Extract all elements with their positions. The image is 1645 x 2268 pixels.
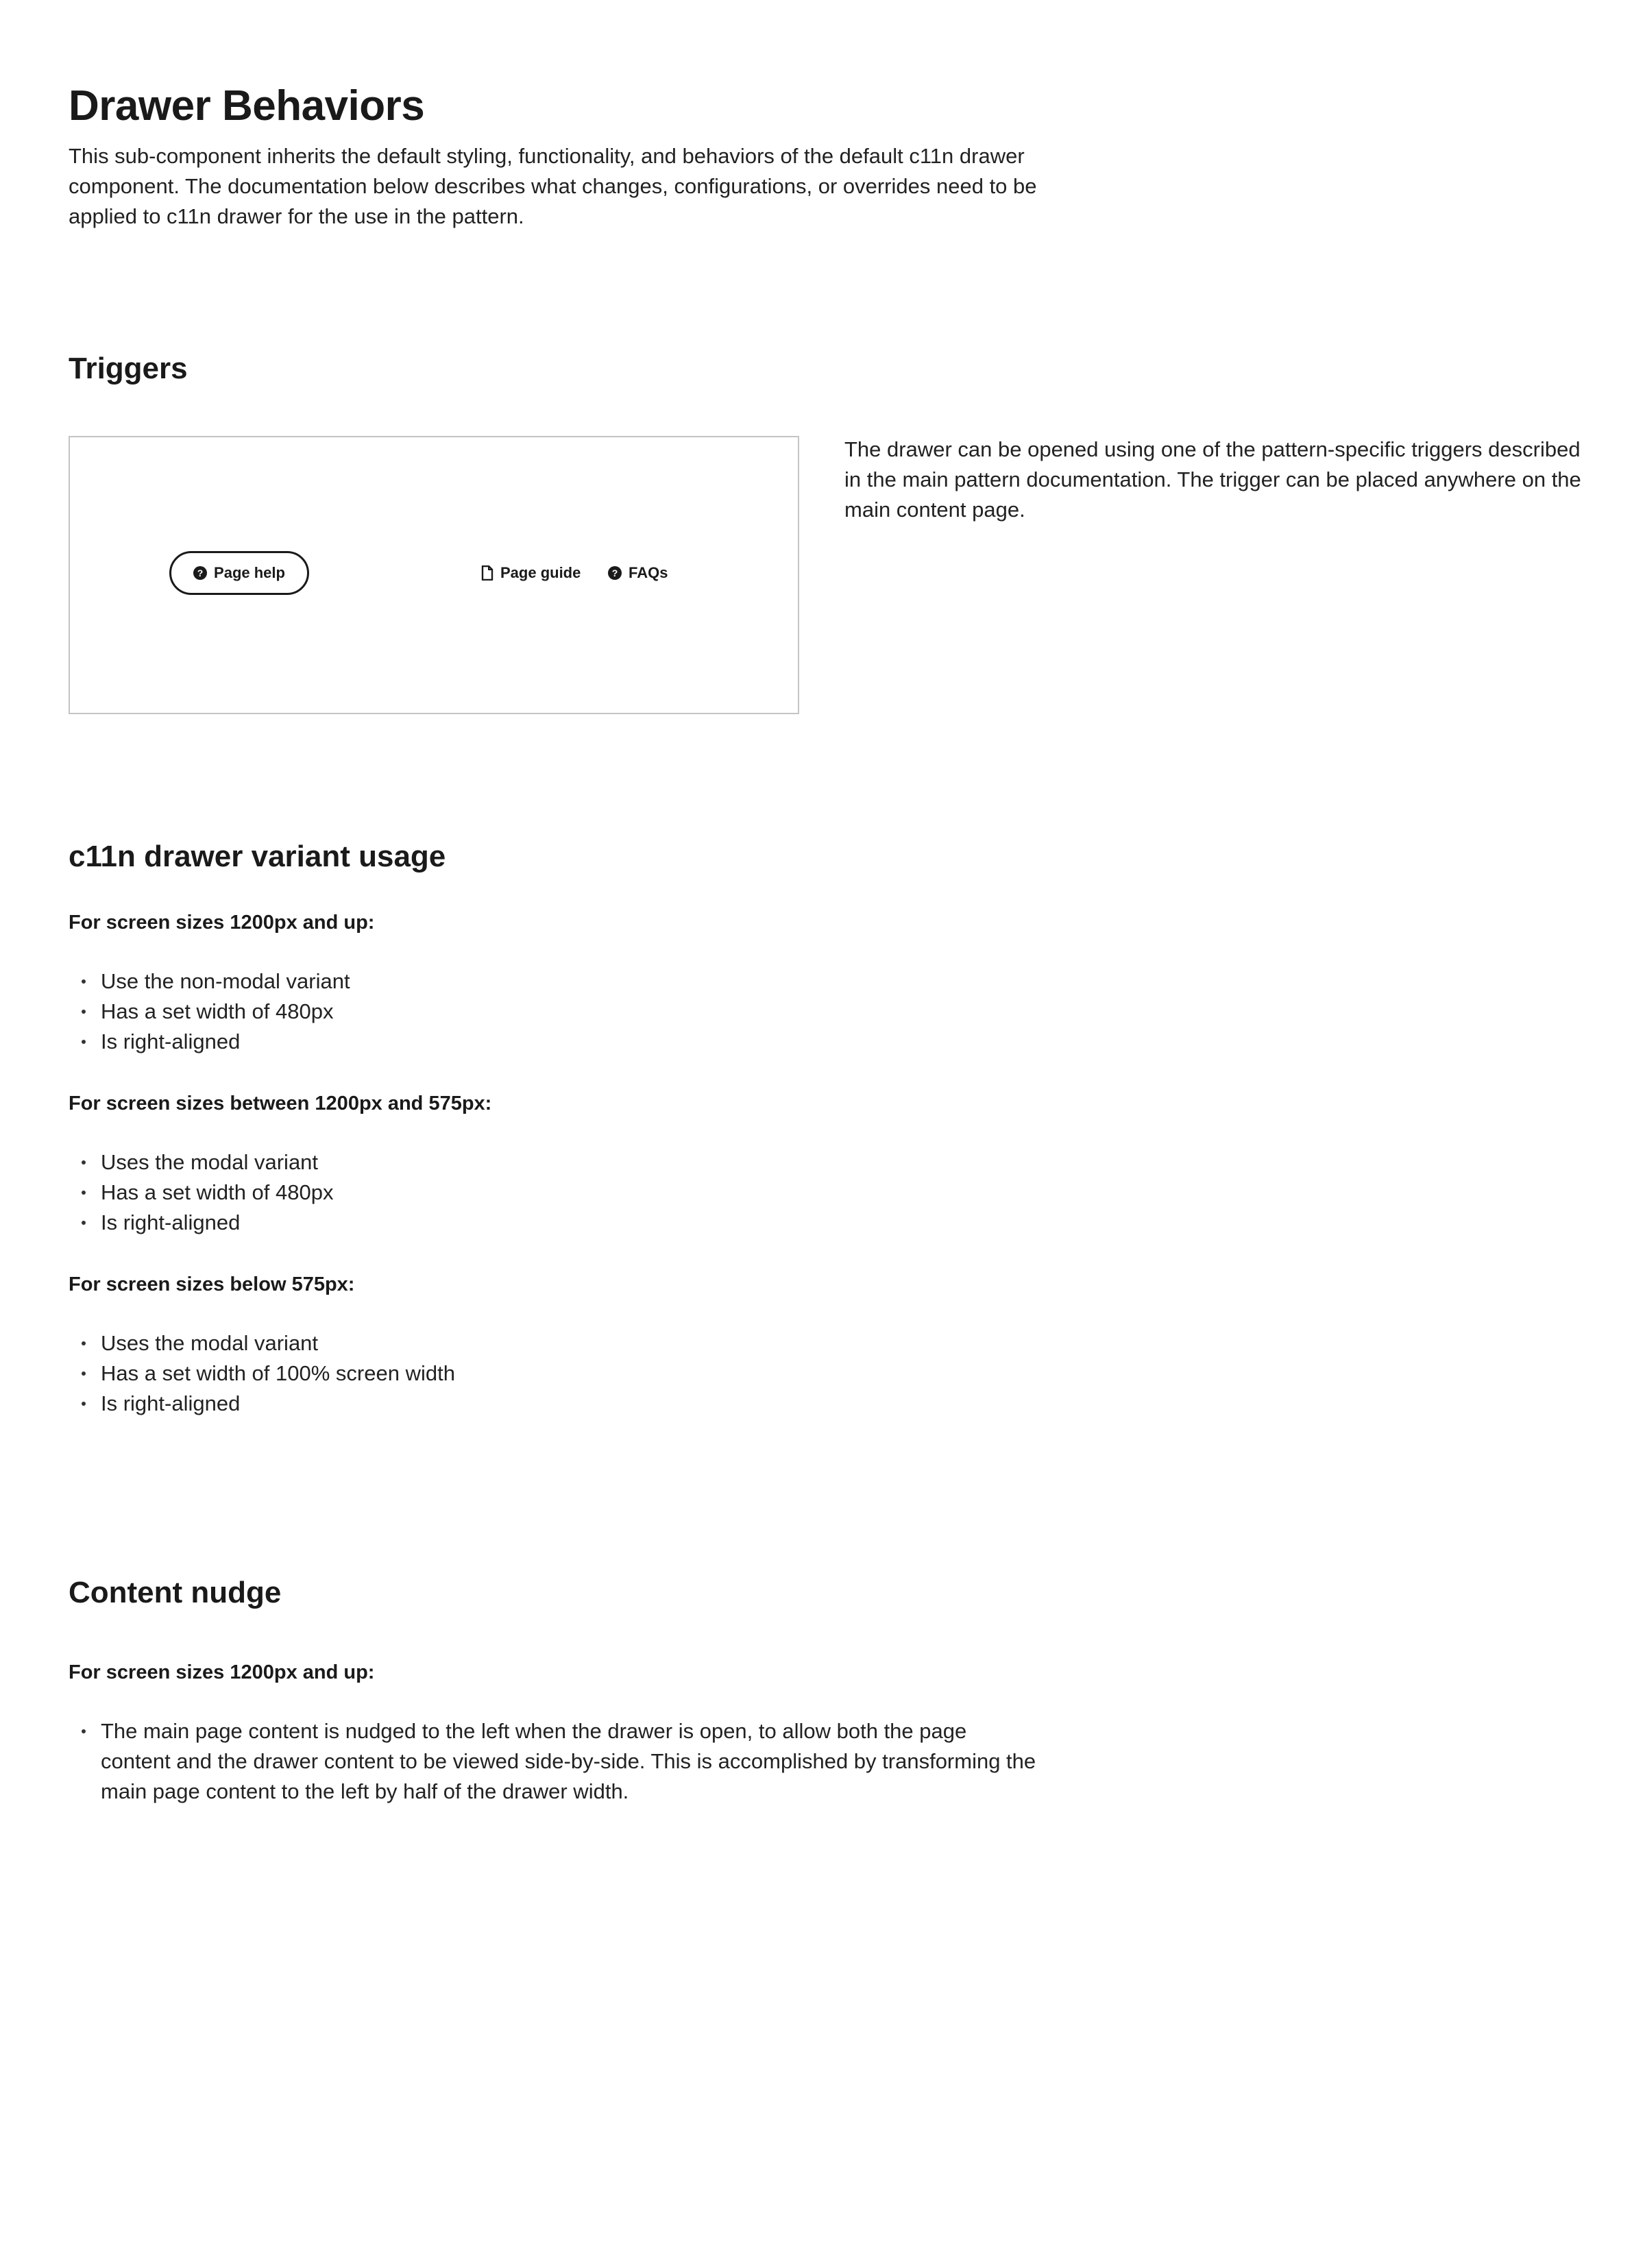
- list-item: Is right-aligned: [69, 1208, 333, 1238]
- faqs-label: FAQs: [629, 564, 668, 581]
- list-item: Is right-aligned: [69, 1027, 350, 1057]
- variant-group-label: For screen sizes between 1200px and 575px:: [69, 1093, 492, 1114]
- list-item: Has a set width of 480px: [69, 1178, 333, 1208]
- page-help-button[interactable]: [169, 551, 309, 595]
- document-icon: [481, 565, 494, 581]
- list-item: Has a set width of 100% screen width: [69, 1358, 455, 1389]
- triggers-description: The drawer can be opened using one of the pattern-specific triggers described in the main pattern documentation. The trigger can be placed anywhere on the main content page.: [844, 437, 1581, 522]
- list-item: The main page content is nudged to the left when the drawer is open, to allow both the page content and the drawer content to be viewed side-by-side. This is accomplished by transforming the main page content to the left by half of the drawer width.: [69, 1716, 1042, 1807]
- variant-group-list: [69, 1147, 333, 1238]
- page-title: Drawer Behaviors: [69, 82, 425, 130]
- triggers-heading: Triggers: [69, 352, 188, 385]
- variant-usage-heading: c11n drawer variant usage: [69, 840, 446, 873]
- page-guide-link[interactable]: [481, 559, 581, 587]
- variant-group-list: [69, 1328, 455, 1419]
- trigger-example-frame: [69, 436, 799, 714]
- list-item: Use the non-modal variant: [69, 966, 350, 997]
- content-nudge-list: [69, 1716, 1042, 1807]
- question-circle-icon: ?: [193, 566, 207, 580]
- list-item: Uses the modal variant: [69, 1328, 455, 1358]
- list-item: Has a set width of 480px: [69, 997, 350, 1027]
- variant-group-list: [69, 966, 350, 1057]
- page-guide-label: Page guide: [500, 564, 581, 581]
- faqs-link[interactable]: [608, 559, 668, 587]
- intro-paragraph: This sub-component inherits the default styling, functionality, and behaviors of the default c11n drawer component. The documentation below describes what changes, configurations, or overrides need to be applied to c11n drawer for the use in the pattern.: [69, 144, 1037, 228]
- list-item: Uses the modal variant: [69, 1147, 333, 1178]
- variant-group-label: For screen sizes 1200px and up:: [69, 912, 375, 934]
- content-nudge-label: For screen sizes 1200px and up:: [69, 1661, 375, 1683]
- page-help-label: Page help: [214, 564, 285, 581]
- question-circle-icon: ?: [608, 566, 622, 580]
- content-nudge-heading: Content nudge: [69, 1576, 282, 1609]
- variant-group-label: For screen sizes below 575px:: [69, 1273, 355, 1295]
- list-item: Is right-aligned: [69, 1389, 455, 1419]
